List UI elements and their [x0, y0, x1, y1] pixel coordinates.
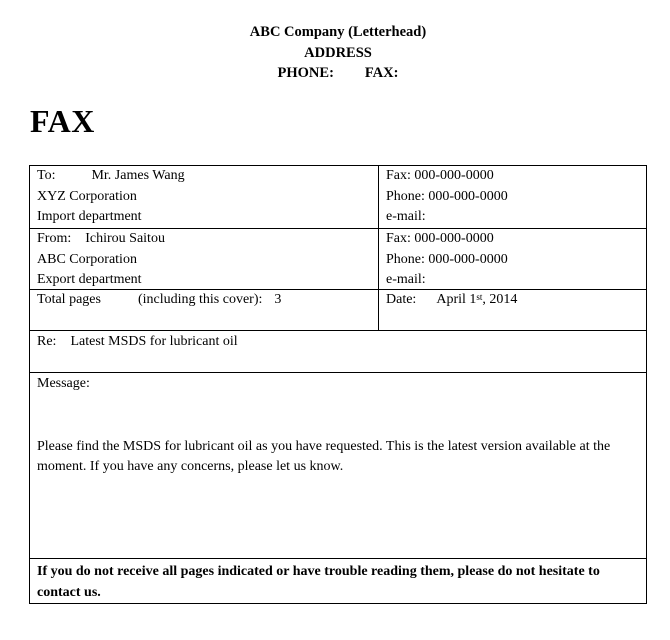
page-title: FAX — [30, 103, 95, 139]
date-year: , 2014 — [482, 292, 518, 307]
total-pages-note: (including this cover): — [137, 292, 263, 307]
sender-name-line — [37, 229, 378, 250]
subject-text: Latest MSDS for lubricant oil — [70, 334, 238, 349]
from-label: From: — [37, 231, 72, 246]
recipient-department: Import department — [37, 209, 142, 224]
recipient-details — [30, 166, 379, 228]
fax-cover-table — [29, 165, 647, 604]
sender-details — [30, 229, 379, 289]
recipient-phone: Phone: 000-000-0000 — [386, 188, 508, 204]
to-label: To: — [37, 168, 56, 183]
recipient-row — [30, 166, 646, 228]
message-label: Message: — [37, 376, 90, 391]
sender-fax: Fax: 000-000-0000 — [386, 231, 494, 246]
date-month-day: April 1 — [436, 292, 477, 307]
sender-department: Export department — [37, 272, 142, 287]
re-label: Re: — [37, 334, 57, 349]
message-row — [30, 372, 646, 558]
recipient-email: e-mail: — [386, 209, 426, 224]
date-label: Date: — [386, 292, 417, 307]
date-cell — [379, 290, 646, 330]
total-pages — [30, 290, 379, 330]
date-ordinal: st — [476, 292, 483, 302]
phone-label: PHONE: — [277, 65, 334, 81]
recipient-name-line — [37, 166, 378, 187]
sender-company: ABC Corporation — [37, 251, 137, 267]
letterhead — [0, 22, 670, 84]
recipient-fax: Fax: 000-000-0000 — [386, 168, 494, 183]
fax-label: FAX: — [364, 65, 399, 81]
sender-email: e-mail: — [386, 272, 426, 287]
company-name: ABC Company (Letterhead) — [249, 24, 427, 40]
message-body: Please find the MSDS for lubricant oil as you have requested. This is the latest version available at the moment. If you have any concerns, please let us know. — [37, 438, 611, 474]
recipient-company: XYZ Corporation — [37, 188, 137, 204]
sender-name: Ichirou Saitou — [85, 231, 165, 246]
recipient-contact — [379, 166, 646, 228]
warning-text: If you do not receive all pages indicated or have trouble reading them, please do not hesitate to contact us. — [37, 564, 600, 600]
subject-row — [30, 330, 646, 372]
sender-row — [30, 228, 646, 289]
total-pages-count: 3 — [274, 292, 282, 307]
warning-row — [30, 558, 646, 603]
sender-contact — [379, 229, 646, 289]
phone-fax-line — [0, 63, 670, 84]
company-address: ADDRESS — [304, 44, 372, 61]
recipient-name: Mr. James Wang — [91, 168, 185, 183]
sender-phone: Phone: 000-000-0000 — [386, 251, 508, 267]
total-pages-label: Total pages — [37, 292, 101, 307]
pages-date-row — [30, 289, 646, 330]
